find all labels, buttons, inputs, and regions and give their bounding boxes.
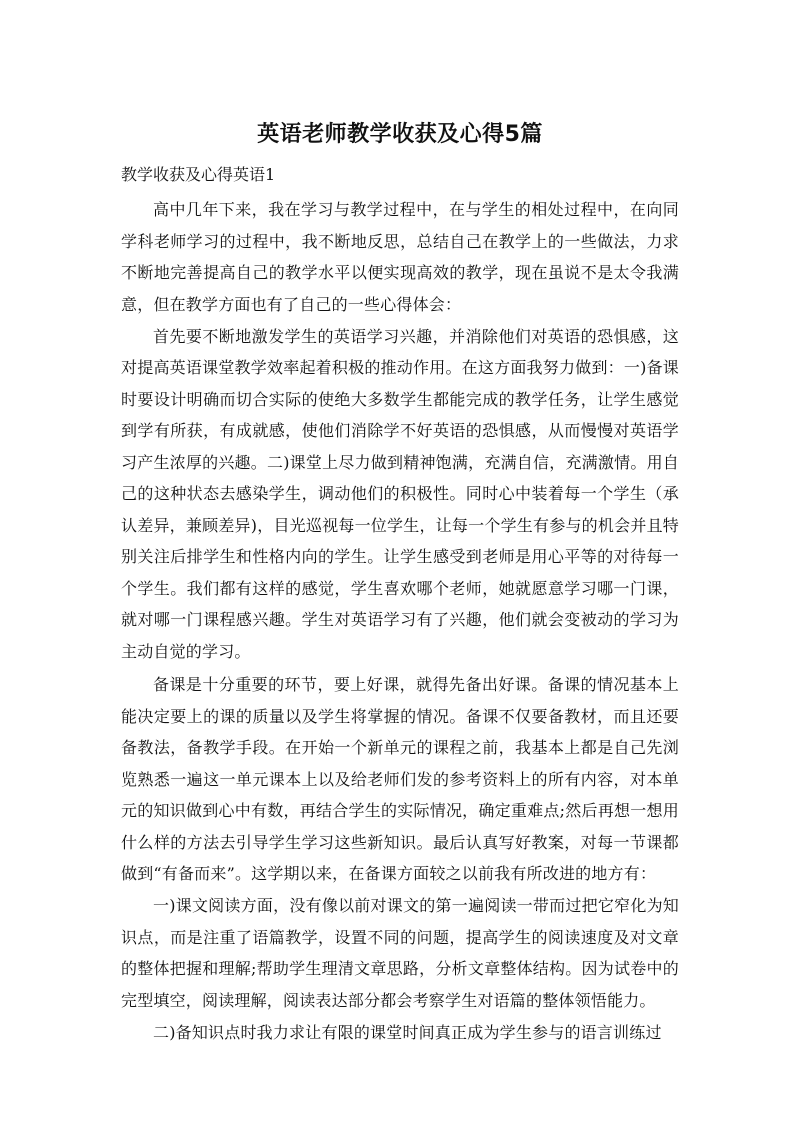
paragraph-1: 高中几年下来，我在学习与教学过程中，在与学生的相处过程中，在向同学科老师学习的过程中，我不断地反思，总结自己在教学上的一些做法，力求不断地完善提高自己的教学水平以便实现高效的教学，现在虽说不是太令我满意，但在教学方面也有了自己的一些心得体会： [121, 200, 679, 314]
paragraph-4: 一)课文阅读方面，没有像以前对课文的第一遍阅读一带而过把它窄化为知识点，而是注重了语篇教学，设置不同的问题，提高学生的阅读速度及对文章的整体把握和理解;帮助学生理清文章思路，分析文章整体结构。因为试卷中的完型填空，阅读理解，阅读表达部分都会考察学生对语篇的整体领悟能力。 [121, 896, 679, 1010]
section-subtitle: 教学收获及心得英语1 [121, 165, 276, 184]
document-body [121, 194, 679, 1048]
document-title: 英语老师教学收获及心得5篇 [257, 122, 543, 147]
paragraph-3: 备课是十分重要的环节，要上好课，就得先备出好课。备课的情况基本上能决定要上的课的质量以及学生将掌握的情况。备课不仅要备教材，而且还要备教法，备教学手段。在开始一个新单元的课程之前，我基本上都是自己先浏览熟悉一遍这一单元课本上以及给老师们发的参考资料上的所有内容，对本单元的知识做到心中有数，再结合学生的实际情况，确定重难点;然后再想一想用什么样的方法去引导学生学习这些新知识。最后认真写好教案，对每一节课都做到“有备而来”。这学期以来，在备课方面较之以前我有所改进的地方有： [121, 675, 679, 883]
paragraph-2: 首先要不断地激发学生的英语学习兴趣，并消除他们对英语的恐惧感，这对提高英语课堂教学效率起着积极的推动作用。在这方面我努力做到：一)备课时要设计明确而切合实际的使绝大多数学生都能完成的教学任务，让学生感觉到学有所获，有成就感，使他们消除学不好英语的恐惧感，从而慢慢对英语学习产生浓厚的兴趣。二)课堂上尽力做到精神饱满，充满自信，充满激情。用自己的这种状态去感染学生，调动他们的积极性。同时心中装着每一个学生（承认差异，兼顾差异)，目光巡视每一位学生，让每一个学生有参与的机会并且特别关注后排学生和性格内向的学生。让学生感受到老师是用心平等的对待每一个学生。我们都有这样的感觉，学生喜欢哪个老师，她就愿意学习哪一门课，就对哪一门课程感兴趣。学生对英语学习有了兴趣，他们就会变被动的学习为主动自觉的学习。 [121, 326, 679, 661]
paragraph-5: 二)备知识点时我力求让有限的课堂时间真正成为学生参与的语言训练过 [153, 1022, 662, 1042]
